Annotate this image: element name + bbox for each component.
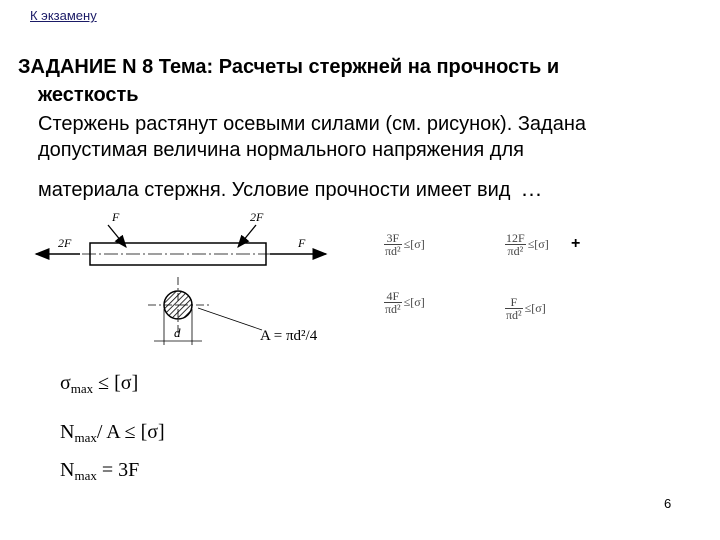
- option-1-denominator: πd²: [385, 244, 401, 258]
- force-left-label: 2F: [58, 236, 72, 250]
- n-max-subscript: max: [74, 468, 97, 483]
- option-4-denominator: πd²: [506, 308, 522, 322]
- answer-option-1[interactable]: [384, 232, 425, 257]
- option-2-denominator: πd²: [507, 244, 524, 258]
- option-4-numerator: F: [505, 296, 523, 309]
- task-title: ЗАДАНИЕ N 8 Тема: Расчеты стержней на прочность и: [18, 56, 560, 78]
- n-symbol: N: [60, 421, 75, 443]
- option-1-numerator: 3F: [384, 232, 402, 245]
- sigma-subscript: max: [70, 381, 94, 396]
- force-area-condition-rest: / A ≤ [σ]: [96, 421, 165, 443]
- strength-condition: [60, 372, 138, 397]
- force-right-label: F: [298, 236, 306, 250]
- option-3-relation: ≤[σ]: [403, 295, 425, 309]
- sigma-symbol: σ: [60, 372, 71, 394]
- cross-section-circle: [164, 291, 192, 319]
- back-to-exam-link[interactable]: К экзамену: [30, 8, 97, 23]
- area-leader: [198, 308, 262, 330]
- option-4-relation: ≤[σ]: [524, 301, 546, 315]
- n-subscript: max: [74, 430, 97, 445]
- option-2-relation: ≤[σ]: [527, 237, 549, 251]
- task-text-line-2: допустимая величина нормального напряжения для: [38, 139, 524, 161]
- task-text-line-1: Стержень растянут осевыми силами (см. рисунок). Задана: [38, 113, 586, 135]
- area-formula: A = πd²/4: [260, 328, 318, 344]
- answer-option-3[interactable]: [384, 290, 425, 315]
- task-text-line-3: [38, 176, 542, 203]
- force-a-label: F: [112, 210, 120, 224]
- option-2-numerator: 12F: [506, 231, 525, 245]
- force-area-condition: [60, 421, 165, 446]
- n-max-symbol: N: [60, 459, 75, 481]
- force-b-label: 2F: [250, 210, 264, 224]
- correct-answer-mark: +: [571, 235, 581, 252]
- option-1-relation: ≤[σ]: [403, 237, 425, 251]
- answer-option-2[interactable]: [505, 232, 549, 257]
- task-text-line-3-text: материала стержня. Условие прочности имеет вид: [38, 179, 511, 201]
- option-3-numerator: 4F: [384, 290, 402, 303]
- diameter-label: d: [174, 325, 181, 340]
- strength-condition-rest: ≤ [σ]: [93, 372, 139, 394]
- max-force-value: [60, 459, 139, 484]
- option-3-denominator: πd²: [385, 302, 401, 316]
- page-number: 6: [664, 496, 672, 511]
- max-force-rest: = 3F: [96, 459, 140, 481]
- task-title-continued: жесткость: [38, 84, 139, 106]
- ellipsis: …: [520, 176, 543, 201]
- answer-option-4[interactable]: [505, 296, 546, 321]
